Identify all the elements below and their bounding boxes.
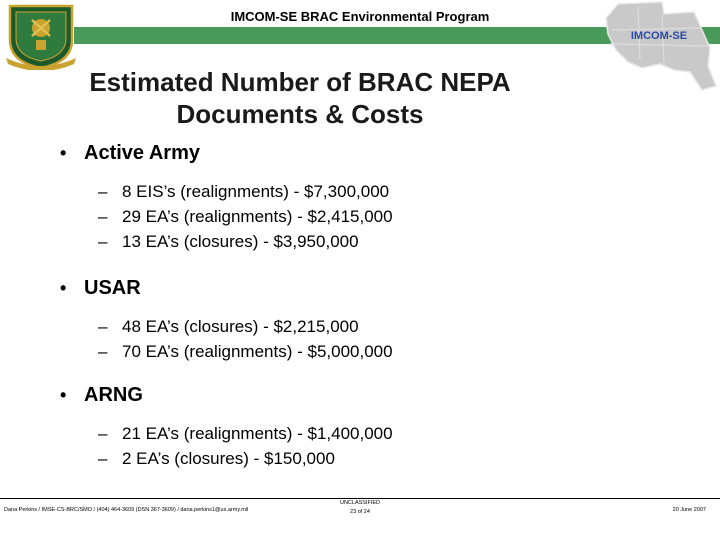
list-item: – 8 EIS’s (realignments) - $7,300,000 <box>60 179 393 204</box>
bullet-dot-icon: • <box>60 384 67 405</box>
footer-classification: UNCLASSIFIED <box>339 500 381 506</box>
bullet-heading <box>60 140 393 166</box>
bullet-heading-text: USAR <box>84 276 141 299</box>
bullet-heading <box>60 275 393 301</box>
list-item: – 13 EA’s (closures) - $3,950,000 <box>60 229 393 254</box>
section-active-army <box>60 140 393 254</box>
footer-center <box>320 499 400 517</box>
slide-title-line-1: Estimated Number of BRAC NEPA <box>89 67 511 97</box>
list-item-text: 13 EA’s (closures) - $3,950,000 <box>122 232 359 251</box>
bullet-heading <box>60 382 393 408</box>
footer-page-number: 23 of 24 <box>350 509 370 515</box>
footer-contact: Dana Perkins / IMSE-CS-BRC/SMO / (404) 464-3609 (DSN 367-3609) / dana.perkins1@us.army.mil <box>4 507 249 513</box>
list-item-text: 8 EIS’s (realignments) - $7,300,000 <box>122 182 390 201</box>
list-item-text: 48 EA’s (closures) - $2,215,000 <box>122 317 359 336</box>
bullet-dot-icon: • <box>60 142 67 163</box>
list-item: – 21 EA’s (realignments) - $1,400,000 <box>60 421 393 446</box>
section-usar <box>60 275 393 364</box>
bullet-dot-icon: • <box>60 277 67 298</box>
list-item: – 2 EA’s (closures) - $150,000 <box>60 446 393 471</box>
list-item-text: 2 EA’s (closures) - $150,000 <box>122 449 335 468</box>
list-item-text: 70 EA’s (realignments) - $5,000,000 <box>122 342 393 361</box>
list-item-text: 21 EA’s (realignments) - $1,400,000 <box>122 424 393 443</box>
list-item: – 29 EA’s (realignments) - $2,415,000 <box>60 204 393 229</box>
org-label: IMCOM-SE <box>630 30 688 42</box>
footer-date: 20 June 2007 <box>672 507 706 513</box>
slide-title-line-2: Documents & Costs <box>176 99 424 129</box>
list-item: – 48 EA’s (closures) - $2,215,000 <box>60 314 393 339</box>
list-item: – 70 EA’s (realignments) - $5,000,000 <box>60 339 393 364</box>
header-title: IMCOM-SE BRAC Environmental Program <box>230 9 490 24</box>
bullet-heading-text: Active Army <box>84 141 200 164</box>
list-item-text: 29 EA’s (realignments) - $2,415,000 <box>122 207 393 226</box>
section-arng <box>60 382 393 471</box>
bullet-heading-text: ARNG <box>84 383 143 406</box>
